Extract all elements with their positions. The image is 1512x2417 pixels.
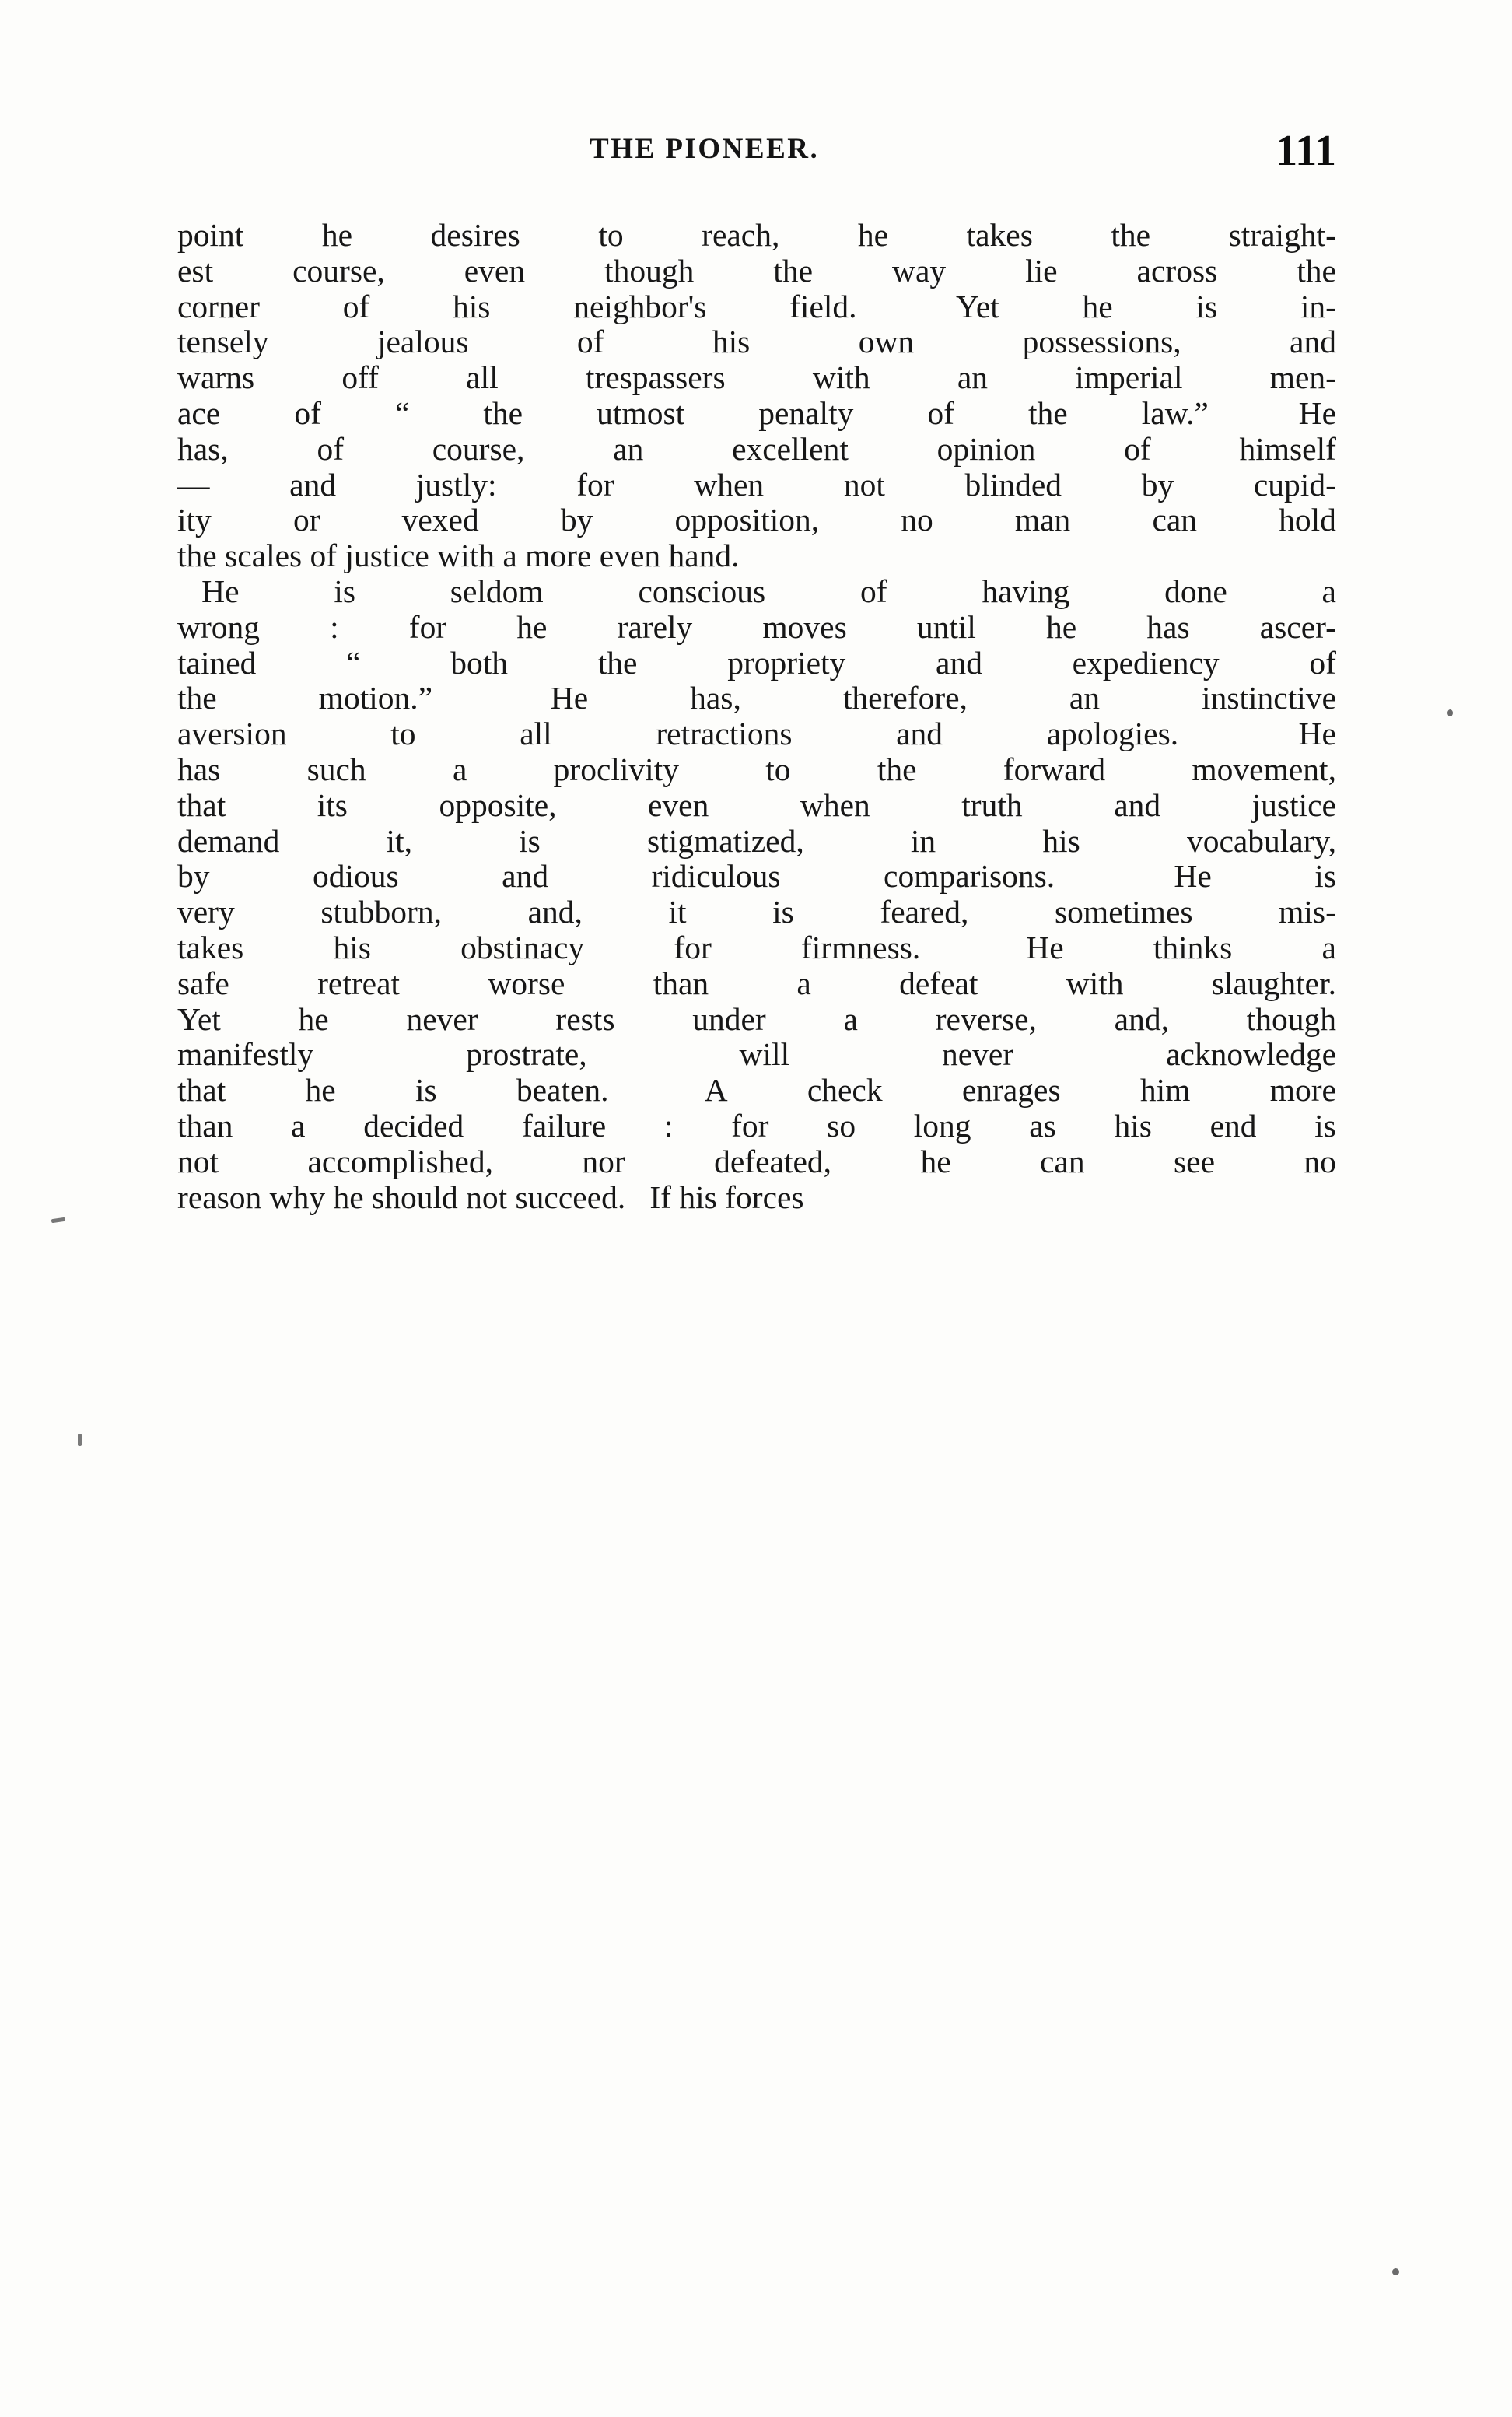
line-word: by [177, 858, 210, 895]
line-word: desires [430, 217, 520, 253]
line-word: is [1314, 858, 1336, 895]
line-word: of [576, 324, 604, 360]
line-word: feared, [880, 894, 969, 930]
line-word: and, [1114, 1000, 1169, 1037]
line-word: by [1141, 466, 1174, 503]
line-word: all [466, 359, 499, 396]
line-word: takes [177, 929, 244, 965]
line-word: prostrate, [466, 1036, 587, 1073]
line-word: safe [177, 965, 229, 1001]
line-word: reach, [702, 217, 780, 253]
line-word: and [896, 716, 943, 752]
line-word: is [1195, 288, 1218, 324]
text-line [177, 503, 1336, 538]
line-word: he [305, 1072, 336, 1109]
line-word: to [765, 751, 791, 787]
line-word: end [1209, 1107, 1257, 1144]
line-word: firmness. [800, 929, 937, 965]
line-word: men- [1269, 359, 1336, 396]
line-word: has [1146, 608, 1190, 645]
line-word: moves [762, 608, 847, 645]
line-text: reason why he should not succeed. If his forces [177, 1179, 804, 1215]
page-number: 111 [1276, 127, 1336, 175]
line-word: when [800, 786, 870, 823]
line-word: the [877, 751, 917, 787]
text-line [177, 1180, 1336, 1216]
line-word: defeat [899, 965, 978, 1001]
line-word: for [576, 466, 614, 503]
line-word: him [1139, 1072, 1191, 1109]
line-word: opinion [936, 430, 1036, 467]
line-word: a [1321, 573, 1336, 609]
line-word: rests [555, 1000, 615, 1037]
text-line [177, 930, 1336, 966]
line-word: ace [177, 394, 221, 431]
line-word: He [1174, 858, 1212, 895]
line-word: retreat [317, 965, 401, 1001]
line-word: no [1304, 1143, 1336, 1179]
line-word: in [910, 822, 936, 859]
line-word: for [674, 929, 712, 965]
text-line [177, 1109, 1336, 1144]
text-line [177, 432, 1336, 468]
line-word: worse [488, 965, 565, 1001]
line-word: off [341, 359, 379, 396]
text-line [177, 895, 1336, 930]
line-word: man [1014, 502, 1071, 538]
line-word: and, [527, 894, 583, 930]
line-word: an [1069, 680, 1101, 716]
line-word: to [390, 716, 416, 752]
text-line [177, 1037, 1336, 1073]
line-word: of [859, 573, 887, 609]
line-word: apologies. [1046, 716, 1195, 752]
line-word: a [452, 751, 467, 787]
line-word: his [453, 288, 491, 324]
line-word: — [177, 466, 210, 503]
line-word: propriety [727, 644, 846, 681]
line-word: the [483, 394, 523, 431]
line-word: to [598, 217, 624, 253]
line-word: a [291, 1107, 306, 1144]
line-word: not [177, 1143, 219, 1179]
line-word: vocabulary, [1186, 822, 1336, 859]
line-word: for [731, 1107, 769, 1144]
line-word: odious [312, 858, 399, 895]
line-word: comparisons. [884, 858, 1071, 895]
text-line [177, 468, 1336, 503]
line-word: it, [386, 822, 412, 859]
line-word: thinks [1153, 929, 1233, 965]
line-word: it [668, 894, 687, 930]
line-word: never [406, 1000, 478, 1037]
line-word: himself [1239, 430, 1336, 467]
line-word: warns [177, 359, 255, 396]
text-line [177, 289, 1336, 325]
line-word: see [1174, 1143, 1216, 1179]
line-word: obstinacy [460, 929, 585, 965]
line-word: truth [961, 786, 1023, 823]
line-word: of [294, 394, 321, 431]
line-word: therefore, [842, 680, 968, 716]
line-word: his [712, 324, 751, 360]
line-word: hold [1279, 502, 1336, 538]
line-word: : [663, 1107, 674, 1144]
line-word: stubborn, [320, 894, 442, 930]
line-word: He [1298, 394, 1336, 431]
line-word: imperial [1075, 359, 1183, 396]
line-word: failure [521, 1107, 607, 1144]
line-word: jealous [376, 324, 469, 360]
paragraph-2 [177, 574, 1336, 1215]
line-word: when [694, 466, 765, 503]
line-word: excellent [732, 430, 849, 467]
line-word: all [520, 716, 552, 752]
line-word: he [1082, 288, 1113, 324]
line-word: aversion [177, 716, 287, 752]
line-word: acknowledge [1166, 1036, 1336, 1073]
line-word: is [334, 573, 355, 609]
page-content [177, 127, 1336, 1215]
text-line [177, 254, 1336, 289]
line-word: is [772, 894, 794, 930]
line-word: never [942, 1036, 1014, 1073]
line-word: with [1066, 965, 1124, 1001]
line-word: enrages [961, 1072, 1061, 1109]
line-word: rarely [617, 608, 693, 645]
line-word: can [1040, 1143, 1085, 1179]
text-line [177, 324, 1336, 360]
page-speck [1392, 2268, 1399, 2275]
line-word: is [1314, 1107, 1336, 1144]
line-word: is [415, 1072, 437, 1109]
line-word: est [177, 252, 214, 289]
page-speck [78, 1434, 82, 1446]
line-word: not [843, 466, 885, 503]
line-word: ascer- [1259, 608, 1336, 645]
line-word: corner [177, 288, 260, 324]
line-word: that [177, 1072, 226, 1109]
text-line [177, 610, 1336, 646]
line-word: Yet [177, 1000, 221, 1037]
line-word: the [1297, 252, 1336, 289]
line-word: done [1164, 573, 1227, 609]
line-word: the [1028, 394, 1068, 431]
line-word: of [1309, 644, 1336, 681]
line-word: can [1152, 502, 1198, 538]
line-word: a [1321, 929, 1336, 965]
line-word: with [812, 359, 870, 396]
line-word: the [773, 252, 813, 289]
line-text: the scales of justice with a more even hand. [177, 538, 740, 574]
line-word: of [317, 430, 345, 467]
line-word: for [408, 608, 447, 645]
line-word: of [342, 288, 370, 324]
line-word: He [550, 680, 589, 716]
line-word: utmost [597, 394, 685, 431]
line-word: his [1114, 1107, 1152, 1144]
line-word: the [177, 680, 217, 716]
running-title: THE PIONEER. [590, 133, 820, 165]
line-word: lie [1025, 252, 1058, 289]
text-line [177, 538, 1336, 574]
line-word: justice [1251, 786, 1336, 823]
line-word: seldom [450, 573, 544, 609]
line-word: Yet [956, 288, 999, 324]
text-line [177, 218, 1336, 254]
line-word: retractions [656, 716, 793, 752]
line-word: has, [690, 680, 741, 716]
line-word: movement, [1192, 751, 1336, 787]
line-word: check [807, 1072, 883, 1109]
line-word: than [177, 1107, 233, 1144]
line-word: tensely [177, 324, 269, 360]
line-word: even [464, 252, 526, 289]
line-word: as [1029, 1107, 1056, 1144]
line-word: long [913, 1107, 971, 1144]
text-line [177, 1073, 1336, 1109]
line-word: takes [966, 217, 1033, 253]
line-word: proclivity [553, 751, 679, 787]
line-word: law.” [1141, 394, 1225, 431]
line-word: though [604, 252, 695, 289]
line-word: a [843, 1000, 858, 1037]
line-word: conscious [638, 573, 766, 609]
line-word: penalty [758, 394, 854, 431]
line-word: He [1026, 929, 1064, 965]
line-word: slaughter. [1211, 965, 1336, 1001]
line-word: blinded [964, 466, 1062, 503]
line-word: He [1298, 716, 1336, 752]
text-line [177, 788, 1336, 824]
line-word: his [1042, 822, 1080, 859]
line-word: straight- [1228, 217, 1336, 253]
line-word: nor [582, 1143, 625, 1179]
line-word: he [920, 1143, 951, 1179]
line-word: even [648, 786, 709, 823]
line-word: instinctive [1202, 680, 1336, 716]
text-line [177, 966, 1336, 1002]
text-line [177, 1144, 1336, 1180]
text-line [177, 360, 1336, 396]
line-word: will [739, 1036, 790, 1073]
line-word: of [927, 394, 954, 431]
line-word: motion.” [318, 680, 449, 716]
line-word: He [177, 573, 240, 609]
line-word: “ [394, 394, 410, 431]
line-word: or [292, 502, 320, 538]
line-word: has, [177, 430, 229, 467]
line-word: and [1290, 324, 1336, 360]
line-word: an [957, 359, 988, 396]
line-word: wrong [177, 608, 261, 645]
line-word: its [317, 786, 348, 823]
line-word: his [333, 929, 371, 965]
line-word: he [321, 217, 353, 253]
line-word: such [306, 751, 366, 787]
line-word: field. [789, 288, 873, 324]
line-word: course, [292, 252, 385, 289]
line-word: the [1111, 217, 1151, 253]
line-word: of [1124, 430, 1151, 467]
line-word: stigmatized, [647, 822, 804, 859]
line-word: mis- [1279, 894, 1336, 930]
line-word: manifestly [177, 1036, 314, 1073]
line-word: course, [432, 430, 525, 467]
line-word: expediency [1072, 644, 1220, 681]
line-word: opposition, [674, 502, 820, 538]
line-word: tained [177, 644, 257, 681]
text-line [177, 752, 1336, 788]
line-word: until [916, 608, 976, 645]
line-word: no [901, 502, 933, 538]
line-word: by [560, 502, 593, 538]
line-word: demand [177, 822, 280, 859]
line-word: ridiculous [651, 858, 781, 895]
paragraph-1 [177, 218, 1336, 574]
page-speck [1447, 709, 1453, 716]
line-word: an [613, 430, 644, 467]
line-word: ity [177, 502, 212, 538]
line-word: possessions, [1022, 324, 1181, 360]
line-word: that [177, 786, 226, 823]
line-word: decided [363, 1107, 464, 1144]
line-word: reverse, [935, 1000, 1037, 1037]
line-word: way [891, 252, 947, 289]
line-word: point [177, 217, 244, 253]
line-word: the [597, 644, 638, 681]
line-word: he [298, 1000, 329, 1037]
line-word: he [857, 217, 889, 253]
line-word: across [1136, 252, 1218, 289]
line-word: justly: [415, 466, 497, 503]
line-word: “ [346, 644, 361, 681]
line-word: beaten. [516, 1072, 625, 1109]
line-word: sometimes [1055, 894, 1193, 930]
page-speck [51, 1217, 66, 1223]
text-line [177, 396, 1336, 432]
line-word: vexed [401, 502, 479, 538]
line-word: own [858, 324, 915, 360]
line-word: both [450, 644, 509, 681]
line-word: opposite, [439, 786, 557, 823]
line-word: though [1246, 1000, 1336, 1037]
line-word: is [519, 822, 541, 859]
line-word: very [177, 894, 235, 930]
line-word: : [330, 608, 339, 645]
line-word: cupid- [1253, 466, 1336, 503]
line-word: having [982, 573, 1070, 609]
line-word: than [653, 965, 709, 1001]
line-word: and [502, 858, 549, 895]
line-word: trespassers [585, 359, 726, 396]
line-word: and [1114, 786, 1161, 823]
running-head [177, 127, 1336, 187]
text-line [177, 859, 1336, 895]
line-word: so [827, 1107, 856, 1144]
line-word: neighbor's [573, 288, 707, 324]
text-line [177, 681, 1336, 716]
text-line [177, 1002, 1336, 1038]
line-word: accomplished, [307, 1143, 493, 1179]
line-word: and [936, 644, 982, 681]
text-line [177, 574, 1336, 610]
line-word: under [692, 1000, 766, 1037]
line-word: forward [1003, 751, 1106, 787]
line-word: he [1046, 608, 1077, 645]
line-word: he [516, 608, 548, 645]
line-word: more [1269, 1072, 1336, 1109]
line-word: and [289, 466, 337, 503]
line-word: in- [1300, 288, 1336, 324]
body-text [177, 218, 1336, 1215]
line-word: defeated, [714, 1143, 832, 1179]
text-line [177, 716, 1336, 752]
text-line [177, 824, 1336, 860]
text-line [177, 646, 1336, 681]
line-word: a [796, 965, 811, 1001]
line-word: has [177, 751, 221, 787]
line-word: A [704, 1072, 728, 1109]
